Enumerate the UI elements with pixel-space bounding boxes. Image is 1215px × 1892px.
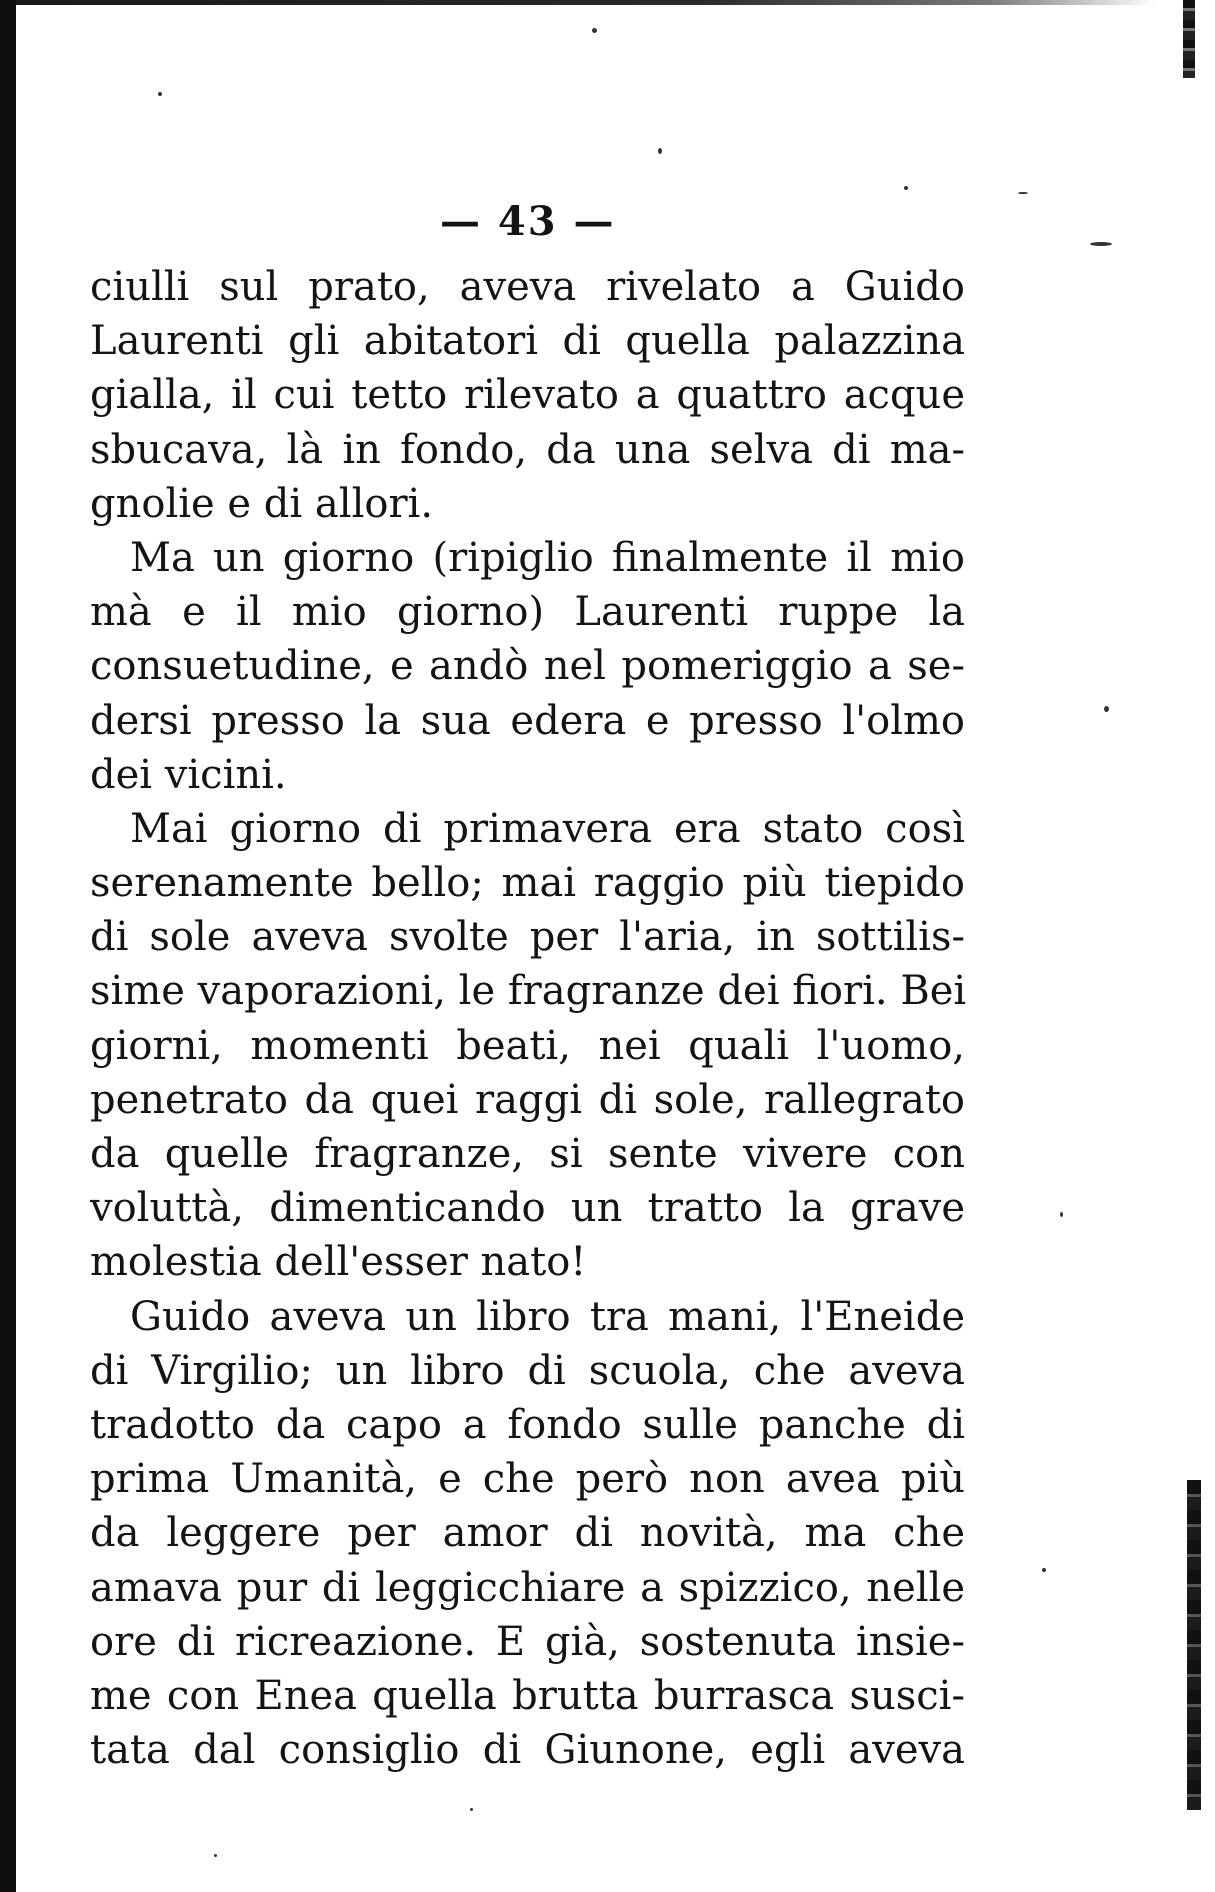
text-line: da leggere per amor di novità, ma che xyxy=(90,1510,965,1557)
text-line: Guido aveva un libro tra mani, l'Eneide xyxy=(130,1293,965,1340)
text-line: mà e il mio giorno) Laurenti ruppe la xyxy=(90,589,965,636)
text-line: sime vaporazioni, le fragranze dei fiori. Bei xyxy=(90,968,967,1015)
scan-speck xyxy=(1104,706,1109,712)
scan-speck xyxy=(592,28,597,33)
text-line: Ma un giorno (ripiglio finalmente il mio xyxy=(130,534,965,581)
text-line: giorni, momenti beati, nei quali l'uomo, xyxy=(90,1022,965,1069)
text-line: di Virgilio; un libro di scuola, che aveva xyxy=(90,1347,965,1394)
text-line: tata dal consiglio di Giunone, egli aveva xyxy=(90,1727,965,1774)
text-line: serenamente bello; mai raggio più tiepido xyxy=(90,860,965,907)
scan-speck xyxy=(1090,242,1112,246)
text-line: voluttà, dimenticando un tratto la grave xyxy=(90,1185,965,1232)
text-line: prima Umanità, e che però non avea più xyxy=(90,1456,965,1503)
text-line: gnolie e di allori. xyxy=(90,480,434,527)
text-line: ciulli sul prato, aveva rivelato a Guido xyxy=(90,264,965,310)
scan-speck xyxy=(1060,1212,1063,1217)
text-line: dersi presso la sua edera e presso l'olmo xyxy=(90,697,965,744)
page-number: — 43 — xyxy=(440,198,616,245)
text-line: tradotto da capo a fondo sulle panche di xyxy=(90,1401,965,1448)
page-edge-left xyxy=(0,0,16,1892)
scan-speck xyxy=(158,92,162,96)
text-line: ore di ricreazione. E già, sostenuta insie- xyxy=(90,1618,965,1665)
text-line: penetrato da quei raggi di sole, rallegrato xyxy=(90,1076,965,1123)
page-edge-top xyxy=(16,0,1156,5)
text-line: amava pur di leggicchiare a spizzico, nelle xyxy=(90,1564,965,1611)
text-line: molestia dell'esser nato! xyxy=(90,1239,587,1286)
page-edge-right-top xyxy=(1183,0,1195,78)
page-text xyxy=(90,260,965,1777)
text-line: dei vicini. xyxy=(90,751,287,798)
scan-speck xyxy=(1042,1568,1046,1572)
text-line: Laurenti gli abitatori di quella palazzina xyxy=(90,318,965,365)
scan-speck xyxy=(470,1808,473,1811)
scan-speck xyxy=(214,1854,217,1857)
scan-speck xyxy=(658,148,662,154)
text-line: sbucava, là in fondo, da una selva di ma- xyxy=(90,426,965,473)
text-line: consuetudine, e andò nel pomeriggio a se- xyxy=(90,643,965,690)
page-edge-right-bottom xyxy=(1187,1480,1201,1810)
text-line: di sole aveva svolte per l'aria, in sottilis- xyxy=(90,914,965,961)
text-line: da quelle fragranze, si sente vivere con xyxy=(90,1131,965,1177)
text-line: me con Enea quella brutta burrasca susci- xyxy=(90,1672,965,1719)
scan-speck xyxy=(1018,192,1028,194)
scan-speck xyxy=(904,186,908,190)
text-line: gialla, il cui tetto rilevato a quattro acque xyxy=(90,372,965,419)
text-line: Mai giorno di primavera era stato così xyxy=(130,805,965,852)
